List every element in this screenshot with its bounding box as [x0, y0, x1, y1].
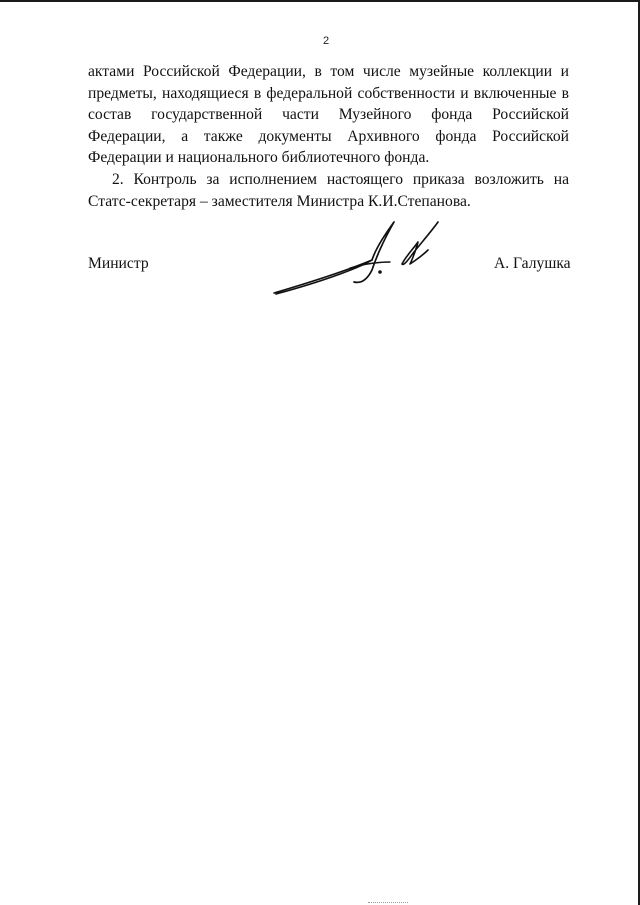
signature-dot: [378, 270, 382, 274]
scan-border-top: [0, 0, 640, 2]
scan-artifact: [368, 902, 408, 904]
paragraph-continuation: актами Российской Федерации, в том числе музейные коллекции и предметы, находящиеся в федеральной собственности и включенные в состав государственной части Музейного фонда Российской Федерации, а также документы Архивного фонда Российской Федерации и национального библиотечного фонда.: [88, 63, 569, 167]
signatory-title: Министр: [88, 255, 149, 272]
paragraph-item-2: 2. Контроль за исполнением настоящего приказа возложить на Статс-секретаря – заместителя Министра К.И.Степанова.: [88, 170, 569, 210]
page-number: 2: [322, 35, 330, 47]
document-body: [88, 61, 569, 212]
handwritten-signature: [268, 218, 448, 300]
signatory-name: А. Галушка: [494, 255, 571, 272]
